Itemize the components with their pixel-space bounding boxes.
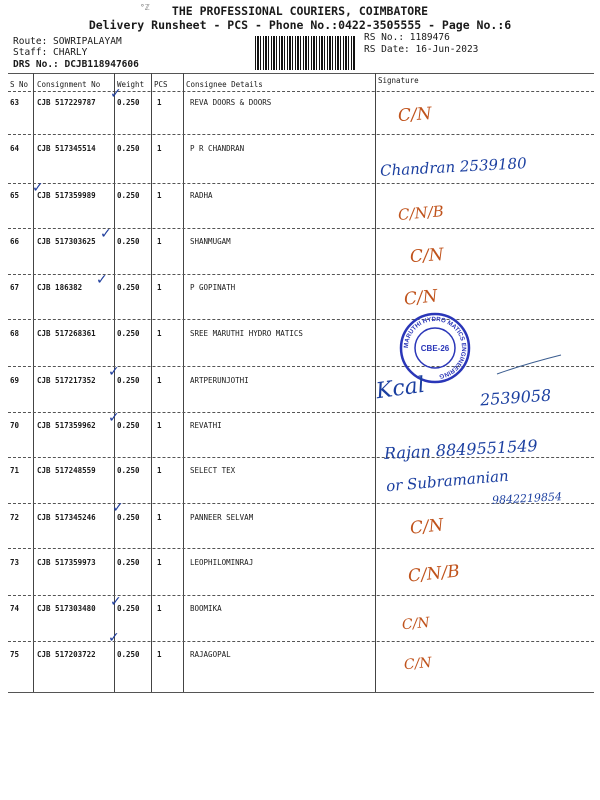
row-consignment: CJB 517229787 [37, 98, 96, 107]
signature-73: C/N/B [407, 561, 461, 587]
checkmark-icon: ✓ [100, 226, 112, 242]
signature-63: C/N [397, 103, 433, 127]
col-header-signature: Signature [378, 76, 419, 85]
row-weight: 0.250 [117, 329, 140, 338]
row-consignee: SHANMUGAM [190, 237, 231, 246]
signature-70: Rajan 8849551549 [383, 435, 539, 464]
checkmark-icon: ✓ [112, 500, 124, 516]
row-pcs: 1 [157, 283, 162, 292]
row-sno: 63 [10, 98, 20, 107]
col-header-consignee: Consignee Details [186, 80, 263, 89]
row-sno: 73 [10, 558, 20, 567]
row-sno: 69 [10, 376, 20, 385]
stamp-ring-text: MARUTHI HYDRO MATICS ENGINEERING [402, 315, 468, 380]
row-weight: 0.250 [117, 237, 140, 246]
row-separator [8, 548, 594, 549]
checkmark-icon: ✓ [32, 180, 44, 196]
row-consignee: PANNEER SELVAM [190, 513, 254, 522]
row-sno: 66 [10, 237, 20, 246]
route-label: Route: SOWRIPALAYAM [13, 36, 122, 47]
row-pcs: 1 [157, 191, 162, 200]
row-consignment: CJB 517345514 [37, 144, 96, 153]
col-header-weight: Weight [117, 80, 145, 89]
row-consignee: ARTPERUNJOTHI [190, 376, 249, 385]
row-separator [8, 228, 594, 229]
row-consignee: P R CHANDRAN [190, 144, 245, 153]
row-separator [8, 641, 594, 642]
row-pcs: 1 [157, 558, 162, 567]
row-consignment: CJB 517217352 [37, 376, 96, 385]
row-weight: 0.250 [117, 283, 140, 292]
stamp-center-text: CBE-26 [420, 344, 450, 353]
col-header-pcs: PCS [154, 80, 168, 89]
row-sno: 64 [10, 144, 20, 153]
row-sno: 68 [10, 329, 20, 338]
row-pcs: 1 [157, 421, 162, 430]
rs-date: RS Date: 16-Jun-2023 [364, 44, 479, 55]
row-sno: 67 [10, 283, 20, 292]
row-consignment: CJB 517359962 [37, 421, 96, 430]
row-pcs: 1 [157, 604, 162, 613]
row-separator [8, 134, 594, 135]
row-weight: 0.250 [117, 513, 140, 522]
signature-71: or Subramanian [385, 466, 510, 496]
row-pcs: 1 [157, 376, 162, 385]
row-sno: 65 [10, 191, 20, 200]
row-weight: 0.250 [117, 650, 140, 659]
row-pcs: 1 [157, 650, 162, 659]
signature-71-number: 9842219854 [491, 490, 563, 507]
row-consignment: CJB 517303625 [37, 237, 96, 246]
row-weight: 0.250 [117, 421, 140, 430]
signature-66: C/N [409, 244, 445, 268]
signature-69-number: 2539058 [479, 385, 552, 410]
row-pcs: 1 [157, 466, 162, 475]
row-consignee: P GOPINATH [190, 283, 236, 292]
row-pcs: 1 [157, 237, 162, 246]
row-weight: 0.250 [117, 604, 140, 613]
runsheet-title: Delivery Runsheet - PCS - Phone No.:0422-3505555 - Page No.:6 [88, 18, 512, 32]
barcode [255, 36, 355, 70]
column-divider [151, 73, 152, 693]
row-consignment: CJB 186382 [37, 283, 83, 292]
row-consignment: CJB 517248559 [37, 466, 96, 475]
company-stamp [399, 312, 471, 384]
row-consignment: CJB 517345246 [37, 513, 96, 522]
row-consignment: CJB 517303480 [37, 604, 96, 613]
row-weight: 0.250 [117, 376, 140, 385]
signature-75: C/N [403, 654, 433, 674]
row-weight: 0.250 [117, 558, 140, 567]
table-top-border [8, 73, 594, 74]
ink-stroke [495, 352, 565, 377]
signature-65: C/N/B [397, 202, 445, 224]
row-consignee: LEOPHILOMINRAJ [190, 558, 254, 567]
ink-stroke-line [497, 355, 561, 374]
col-header-consignment: Consignment No [37, 80, 101, 89]
column-divider [33, 73, 34, 693]
row-separator [8, 183, 594, 184]
signature-67: C/N [403, 286, 439, 310]
row-consignment: CJB 517268361 [37, 329, 96, 338]
row-consignee: SREE MARUTHI HYDRO MATICS [190, 329, 303, 338]
row-separator [8, 457, 594, 458]
signature-74: C/N [401, 614, 431, 634]
row-sno: 75 [10, 650, 20, 659]
row-separator [8, 319, 594, 320]
row-sno: 72 [10, 513, 20, 522]
staff-label: Staff: CHARLY [13, 47, 88, 58]
checkmark-icon: ✓ [108, 364, 120, 380]
row-sno: 70 [10, 421, 20, 430]
row-weight: 0.250 [117, 144, 140, 153]
row-weight: 0.250 [117, 191, 140, 200]
row-sno: 71 [10, 466, 20, 475]
row-consignment: CJB 517359989 [37, 191, 96, 200]
row-pcs: 1 [157, 98, 162, 107]
row-separator [8, 412, 594, 413]
checkmark-icon: ✓ [108, 630, 120, 646]
row-consignee: BOOMIKA [190, 604, 222, 613]
signature-72: C/N [409, 515, 445, 539]
signature-64: Chandran 2539180 [379, 154, 528, 180]
row-pcs: 1 [157, 144, 162, 153]
row-weight: 0.250 [117, 466, 140, 475]
header-separator [8, 91, 594, 92]
rs-number: RS No.: 1189476 [364, 32, 450, 43]
row-separator [8, 595, 594, 596]
row-consignment: CJB 517203722 [37, 650, 96, 659]
row-consignee: SELECT TEX [190, 466, 236, 475]
row-pcs: 1 [157, 513, 162, 522]
top-mark: °ℤ [140, 3, 150, 12]
row-consignment: CJB 517359973 [37, 558, 96, 567]
checkmark-icon: ✓ [110, 86, 122, 102]
table-bottom-border [8, 692, 594, 693]
column-divider [183, 73, 184, 693]
row-consignee: REVA DOORS & DOORS [190, 98, 272, 107]
company-title: THE PROFESSIONAL COURIERS, COIMBATORE [171, 4, 429, 18]
row-consignee: RADHA [190, 191, 213, 200]
row-consignee: RAJAGOPAL [190, 650, 231, 659]
row-sno: 74 [10, 604, 20, 613]
row-weight: 0.250 [117, 98, 140, 107]
signature-69: Kcal [374, 372, 427, 405]
col-header-sno: S No [10, 80, 29, 89]
drs-number: DRS No.: DCJB118947606 [13, 59, 139, 70]
checkmark-icon: ✓ [110, 594, 122, 610]
row-pcs: 1 [157, 329, 162, 338]
row-consignee: REVATHI [190, 421, 222, 430]
checkmark-icon: ✓ [96, 272, 108, 288]
checkmark-icon: ✓ [108, 410, 120, 426]
